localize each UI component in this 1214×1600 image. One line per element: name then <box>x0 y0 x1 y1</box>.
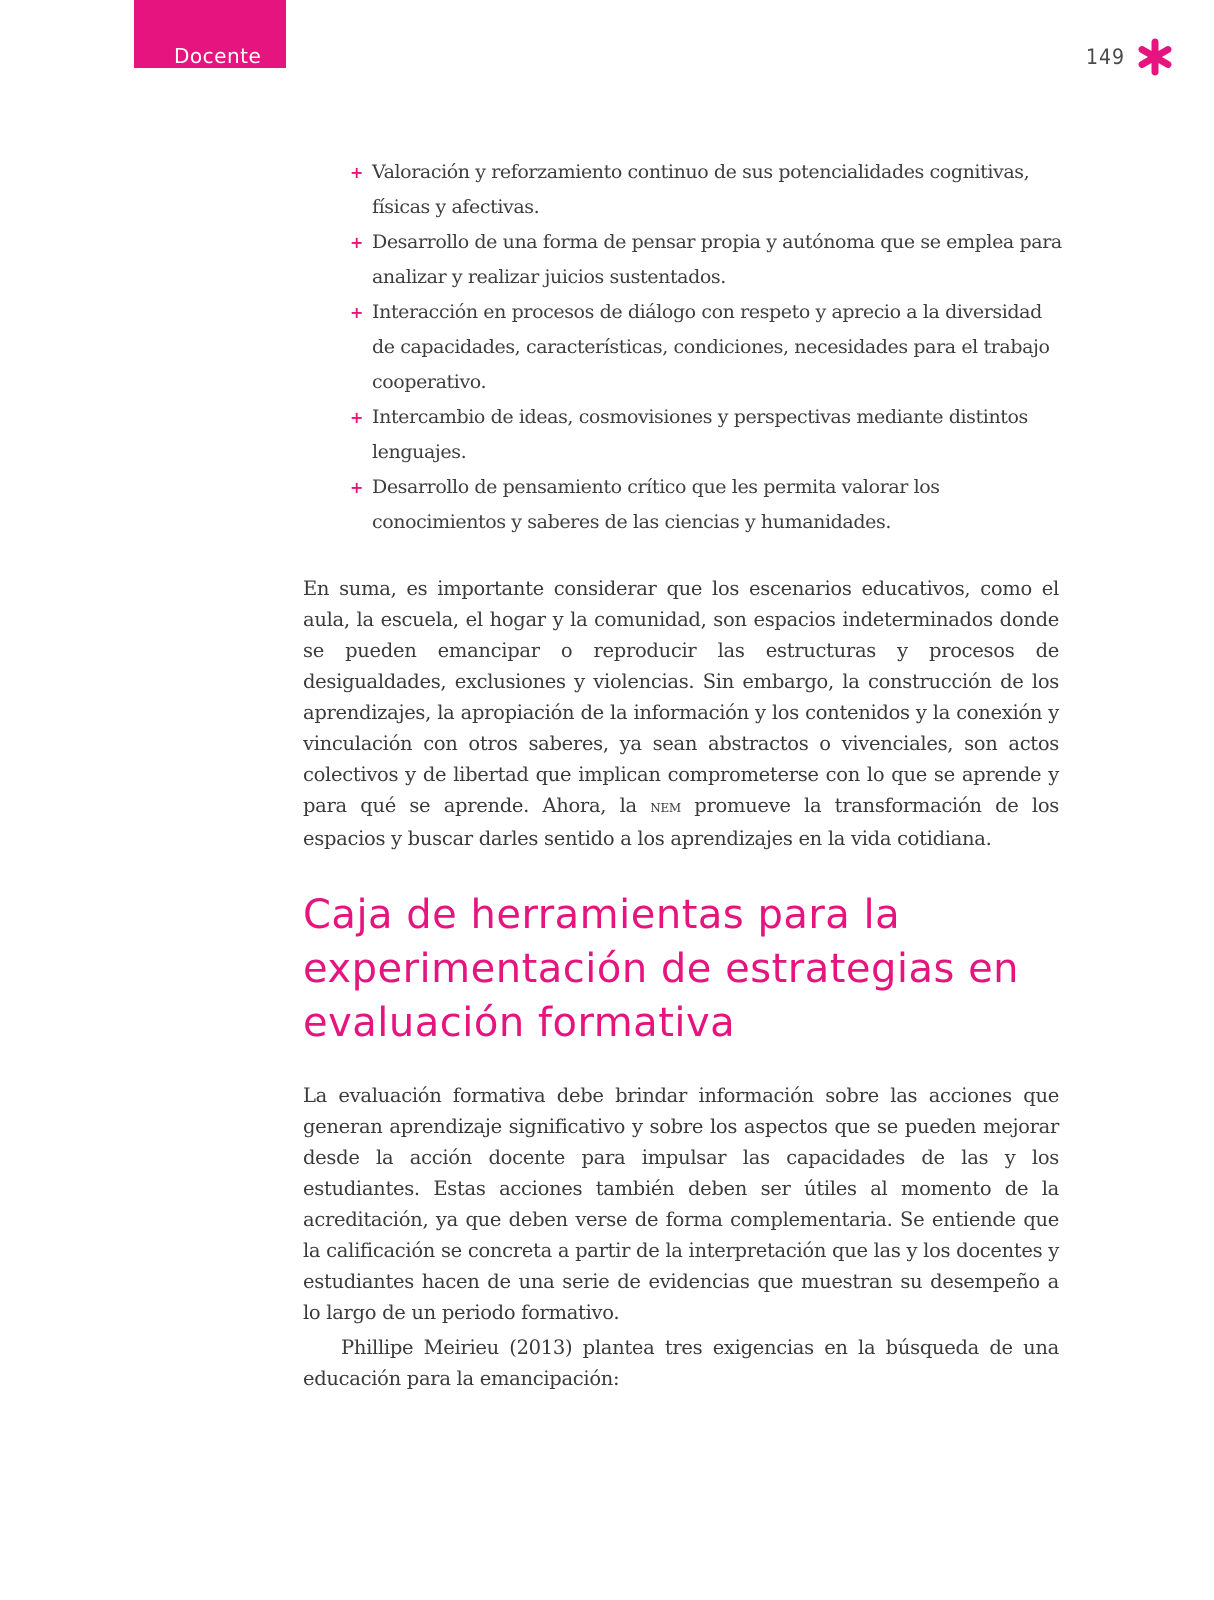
plus-icon: + <box>350 408 364 427</box>
bullet-item <box>350 470 1070 540</box>
body-paragraph: Phillipe Meirieu (2013) plantea tres exigencias en la búsqueda de una educación para la emancipación: <box>303 1336 1059 1390</box>
bullet-item <box>350 295 1070 400</box>
paragraph-text: promueve la transformación de los espacios y buscar darles sentido a los aprendizajes en la vida cotidiana. <box>303 794 1059 850</box>
page-number: 149 <box>1086 45 1126 69</box>
body-paragraph: La evaluación formativa debe brindar información sobre las acciones que generan aprendizaje significativo y sobre los aspectos que se pueden mejorar desde la acción docente para impulsar las capacidades de las y los estudiantes. Estas acciones también deben ser útiles al momento de la acreditación, ya que deben verse de forma complementaria. Se entiende que la calificación se concreta a partir de la interpretación que las y los docentes y estudiantes hacen de una serie de evidencias que muestran su desempeño a lo largo de un periodo formativo. <box>303 1084 1059 1324</box>
bullet-item <box>350 155 1070 225</box>
plus-icon: + <box>350 478 364 497</box>
asterisk-icon <box>1136 38 1174 76</box>
plus-icon: + <box>350 233 364 252</box>
section-heading: Caja de herramientas para la experimentación de estrategias en evaluación formativa <box>303 892 1020 1046</box>
section-tab <box>134 0 286 68</box>
bullet-item <box>350 400 1070 470</box>
bullet-text: Desarrollo de pensamiento crítico que les permita valorar los conocimientos y saberes de las ciencias y humanidades. <box>372 476 940 533</box>
bullet-text: Desarrollo de una forma de pensar propia y autónoma que se emplea para analizar y realizar juicios sustentados. <box>372 231 1062 288</box>
bullet-text: Interacción en procesos de diálogo con respeto y aprecio a la diversidad de capacidades, características, condiciones, necesidades para el trabajo cooperativo. <box>372 301 1050 393</box>
plus-icon: + <box>350 303 364 322</box>
bullet-list <box>350 155 1070 540</box>
bullet-text: Valoración y reforzamiento continuo de sus potencialidades cognitivas, físicas y afectivas. <box>372 161 1030 218</box>
paragraph-text: En suma, es importante considerar que los escenarios educativos, como el aula, la escuela, el hogar y la comunidad, son espacios indeterminados donde se pueden emancipar o reproducir las estructuras y procesos de desigualdades, exclusiones y violencias. Sin embargo, la construcción de los aprendizajes, la apropiación de la información y los contenidos y la conexión y vinculación con otros saberes, ya sean abstractos o vivenciales, son actos colectivos y de libertad que implican comprometerse con lo que se aprende y para qué se aprende. Ahora, la <box>303 577 1059 817</box>
abbreviation: nem <box>650 797 681 817</box>
bullet-text: Intercambio de ideas, cosmovisiones y perspectivas mediante distintos lenguajes. <box>372 406 1028 463</box>
body-paragraph <box>303 573 1059 854</box>
plus-icon: + <box>350 163 364 182</box>
section-label: Docente <box>174 44 262 68</box>
bullet-item <box>350 225 1070 295</box>
